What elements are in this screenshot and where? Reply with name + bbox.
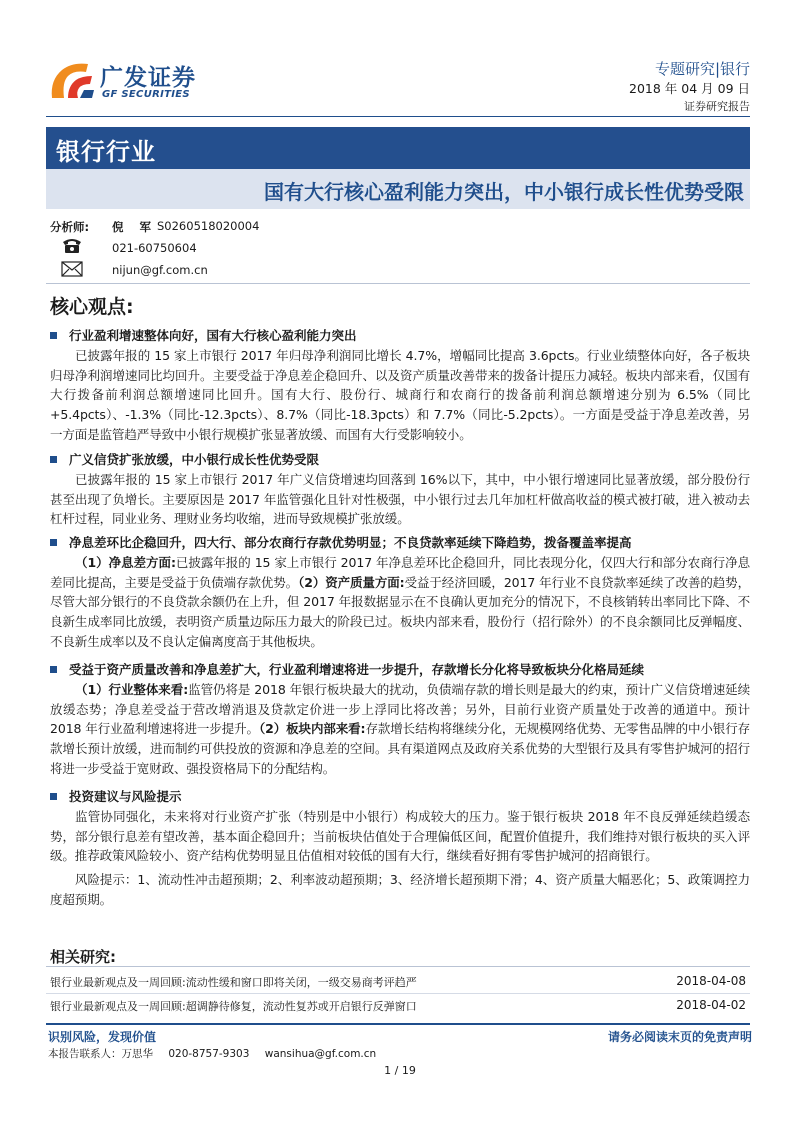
contact-phone: 020-8757-9303 [168, 1048, 250, 1060]
related-item[interactable] [50, 998, 750, 1014]
report-type: 证券研究报告 [684, 100, 750, 113]
footer-divider [46, 1023, 750, 1025]
logo-text: 广发证券 [100, 65, 196, 91]
related-item-date: 2018-04-02 [676, 998, 746, 1012]
section-body: （1）行业整体来看:监管仍将是 2018 年银行板块最大的扰动，负债端存款的增长则是最大的约束，预计广义信贷增速延续放缓态势；净息差受益于营改增消退及贷款定价进一步上浮同比将改善；另外，目前行业资产质量处于改善的通道中。预计 2018 年行业盈利增速将进一步提升。（2）板块内部来看:存款增长结构将继续分化，无规模网络优势、无零售品牌的中小银行存款增长预计放缓，进而制约可供投放的资源和净息差的空间。具有渠道网点及政府关系优势的大型银行及具有零售护城河的招行将进一步受益于宽财政、强投资格局下的分配结构。 [50, 681, 751, 776]
section-heading: 广义信贷扩张放缓，中小银行成长性优势受限 [50, 450, 750, 470]
subheading: （1）行业整体来看: [75, 681, 189, 697]
industry-title: 银行行业 [56, 138, 156, 166]
header-divider [46, 116, 750, 117]
related-item-text[interactable]: 银行业最新观点及一周回顾:超调静待修复，流动性复苏或开启银行反弹窗口 [50, 1000, 417, 1013]
footer-disclaimer[interactable]: 请务必阅读末页的免责声明 [607, 1030, 752, 1044]
phone-icon [61, 236, 83, 254]
mail-icon [61, 261, 83, 277]
analyst-code: S0260518020004 [157, 219, 260, 233]
section-heading: 受益于资产质量改善和净息差扩大，行业盈利增速将进一步提升，存款增长分化将导致板块分化格局延续 [50, 660, 750, 680]
footer-contact [48, 1046, 388, 1061]
section-body: （1）净息差方面:已披露年报的 15 家上市银行 2017 年净息差环比企稳回升，同比表现分化，仅四大行和部分农商行净息差同比提高，主要是受益于负债端存款优势。（2）资产质量方面:受益于经济回暖，2017 年行业不良贷款率延续了改善的趋势，尽管大部分银行的不良贷款余额仍在上升，但 2017 年报数据显示在不良确认更加充分的情况下，不良核销转出率同比下降、不良新生成率同比放缓，表明资产质量边际压力最大的阶段已过。板块内部来看，股份行（招行除外）的不良余额同比反弹幅度、不良新生成率以及不良认定偏离度高于其他板块。 [50, 554, 751, 649]
related-title: 相关研究: [50, 948, 116, 966]
section-body: 已披露年报的 15 家上市银行 2017 年广义信贷增速均回落到 16%以下，其中，中小银行增速同比显著放缓，部分股份行甚至出现了负增长。主要原因是 2017 年监管强化且针对性极强，中小银行过去几年加杠杆做高收益的模式被打破，进入被动去杠杆过程，同业业务、理财业务均收缩，进而导致规模扩张放缓。 [50, 471, 750, 527]
risk-warning: 风险提示：1、流动性冲击超预期；2、利率波动超预期；3、经济增长超预期下滑；4、资产质量大幅恶化；5、政策调控力度超预期。 [50, 872, 750, 907]
section-5 [50, 787, 750, 910]
subheading: （2）资产质量方面: [298, 574, 405, 590]
analyst-name: 倪 军 [112, 220, 158, 234]
bullet-icon [50, 456, 57, 463]
section-heading: 投资建议与风险提示 [50, 787, 750, 807]
bullet-icon [50, 793, 57, 800]
section-2 [50, 450, 750, 529]
related-row-divider [46, 993, 750, 994]
related-divider [46, 966, 750, 967]
section-3 [50, 533, 750, 652]
contact-label: 本报告联系人：万思华 [48, 1048, 153, 1060]
analyst-phone: 021-60750604 [112, 241, 197, 255]
report-date: 2018 年 04 月 09 日 [629, 81, 750, 96]
related-item-text[interactable]: 银行业最新观点及一周回顾:流动性缓和窗口即将关闭，一级交易商考评趋严 [50, 976, 417, 989]
section-1 [50, 326, 750, 445]
section-4 [50, 660, 750, 779]
contact-email[interactable]: wansihua@gf.com.cn [264, 1048, 377, 1060]
bullet-icon [50, 539, 57, 546]
core-title: 核心观点: [50, 296, 134, 318]
footer-slogan: 识别风险，发现价值 [48, 1030, 157, 1044]
section-body: 监管协同强化，未来将对行业资产扩张（特别是中小银行）构成较大的压力。鉴于银行板块 2018 年不良反弹延续趋缓态势，部分银行息差有望改善，基本面企稳回升；当前板块估值处于合理偏低区间，配置价值提升，我们维持对银行板块的买入评级。推荐政策风险较小、资产结构优势明显且估值相对较低的国有大行，继续看好拥有零售护城河的招商银行。 [50, 808, 750, 864]
report-title: 国有大行核心盈利能力突出，中小银行成长性优势受限 [264, 180, 744, 204]
section-heading: 净息差环比企稳回升，四大行、部分农商行存款优势明显；不良贷款率延续下降趋势，拨备覆盖率提高 [50, 533, 750, 553]
section-heading: 行业盈利增速整体向好，国有大行核心盈利能力突出 [50, 326, 750, 346]
logo-text-en: GF SECURITIES [102, 89, 190, 100]
related-item[interactable] [50, 974, 750, 990]
analyst-divider [46, 283, 750, 284]
bullet-icon [50, 666, 57, 673]
analyst-label: 分析师: [50, 220, 90, 234]
bullet-icon [50, 332, 57, 339]
subheading: （2）板块内部来看: [258, 721, 366, 737]
page-number: 1 / 19 [384, 1064, 416, 1077]
report-category: 专题研究|银行 [654, 60, 750, 78]
subheading: （1）净息差方面: [75, 554, 176, 570]
related-item-date: 2018-04-08 [676, 974, 746, 988]
section-body: 已披露年报的 15 家上市银行 2017 年归母净利润同比增长 4.7%，增幅同比提高 3.6pcts。行业业绩整体向好，各子板块归母净利润增速同比均回升。主要受益于净息差企稳回升、以及资产质量改善带来的拨备计提压力减轻。板块内部来看，仅国有大行拨备前利润总额增速同比回升。国有大行、股份行、城商行和农商行的拨备前利润总额增速分别为 6.5%（同比+5.4pcts）、-1.3%（同比-12.3pcts）、8.7%（同比-18.3pcts）和 7.7%（同比-5.2pcts）。一方面是受益于净息差改善，另一方面是监管趋严导致中小银行规模扩张显著放缓、而国有大行受影响较小。 [50, 347, 750, 442]
analyst-email[interactable]: nijun@gf.com.cn [112, 263, 208, 277]
